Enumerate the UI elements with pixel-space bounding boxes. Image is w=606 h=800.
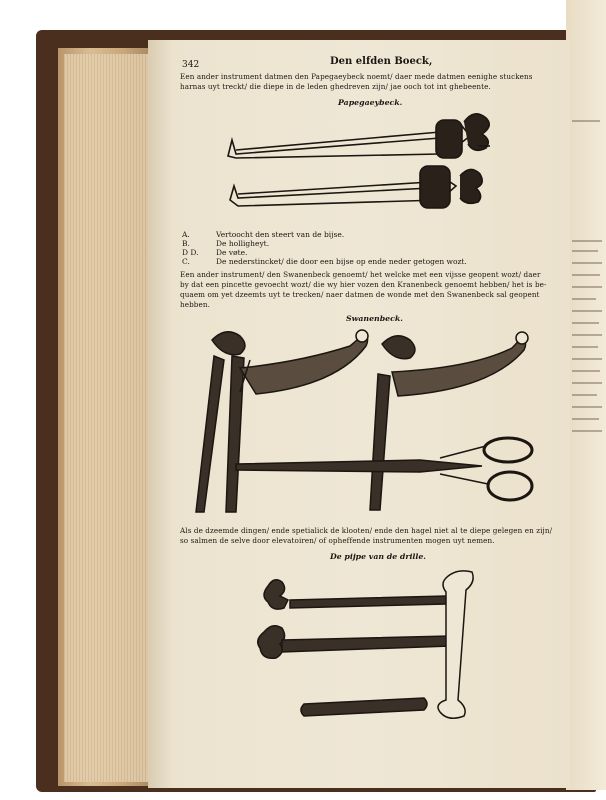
legend-text: De holligheyt. [216,239,270,248]
text-line: by dat een pincette gevoecht wozt/ die wy hier vozen den Kranenbeck genoemt hebben/ het is be- [180,280,547,289]
figure-caption: De pijpe van de drille. [330,552,427,561]
text-line: harnas uyt treckt/ die diepe in de leden ghedreven zijn/ jae ooch tot int ghebeente. [180,82,491,91]
legend-text: De nederstincket/ die door een bijse op ende neder getogen wozt. [216,257,467,266]
legend-key: D D. [182,248,199,257]
legend-text: De vøte. [216,248,248,257]
page-number: 342 [182,60,200,70]
legend-key: B. [182,239,190,248]
figure-caption: Swanenbeck. [346,314,403,323]
text-line: Een ander instrument/ den Swanenbeck genoemt/ het welcke met een vijsse geopent wozt/ daer [180,270,541,279]
text-line: hebben. [180,300,210,309]
legend-key: C. [182,257,190,266]
text-line: so salmen de selve door elevatoiren/ of opheffende instrumenten mogen uyt nemen. [180,536,495,545]
text-line: quaem om yet dzeemts uyt te trecken/ naer datmen de wonde met den Swanenbeck sal geopent [180,290,540,299]
legend-key: A. [182,230,190,239]
figure-caption: Papegaeybeck. [338,98,403,107]
text-line: Als de dzeemde dingen/ ende spetialick de klooten/ ende den hagel niet al te diepe gelegen en zijn/ [180,526,553,535]
running-title: Den elfden Boeck, [330,56,433,67]
legend-text: Vertoocht den steert van de bijse. [216,230,345,239]
text-line: Een ander instrument datmen den Papegaeybeck noemt/ daer mede datmen eenighe stuckens [180,72,533,81]
